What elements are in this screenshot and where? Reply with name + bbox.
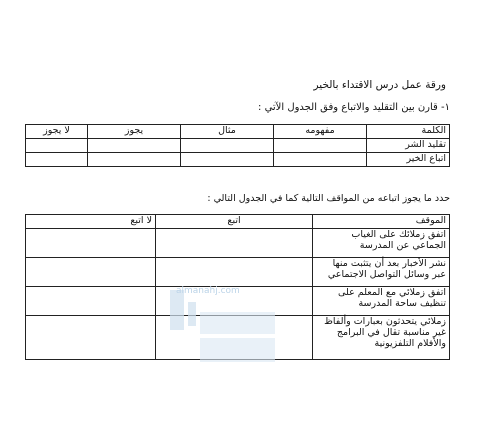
situation-text: زملائي يتحدثون بعبارات وألفاظ غير مناسبة تقال في البرامج والأفلام التلفزيونية [313,316,450,360]
worksheet-title: ورقة عمل درس الاقتداء بالخير [313,79,446,91]
header-not-allowed: لا يجوز [26,125,88,139]
header-situation: الموقف [313,215,450,229]
answer-cell[interactable] [26,287,156,316]
answer-cell[interactable] [156,229,313,258]
answer-cell[interactable] [26,229,156,258]
question-2: حدد ما يجوز اتباعه من المواقف التالية كما في الجدول التالي : [207,193,450,204]
answer-cell[interactable] [181,153,274,167]
table-header-row [26,125,450,139]
question-1: ١- قارن بين التقليد والاتباع وفق الجدول الآتي : [258,102,450,113]
table-row [26,153,450,167]
table-row [26,229,450,258]
header-concept: مفهومه [274,125,367,139]
answer-cell[interactable] [88,153,181,167]
header-not-follow: لا اتبع [26,215,156,229]
answer-cell[interactable] [26,139,88,153]
answer-cell[interactable] [274,153,367,167]
header-example: مثال [181,125,274,139]
header-follow: اتبع [156,215,313,229]
answer-cell[interactable] [26,258,156,287]
header-word: الكلمة [367,125,450,139]
row-label: تقليد الشر [367,139,450,153]
row-label: اتباع الخير [367,153,450,167]
table-header-row [26,215,450,229]
table-row [26,139,450,153]
situation-text: اتفق زملائك على الغياب الجماعي عن المدرسة [313,229,450,258]
situation-text: نشر الأخبار بعد أن يتثبت منها عبر وسائل التواصل الاجتماعي [313,258,450,287]
answer-cell[interactable] [274,139,367,153]
situation-text: اتفق زملائي مع المعلم على تنظيف ساحة المدرسة [313,287,450,316]
header-allowed: يجوز [88,125,181,139]
answer-cell[interactable] [26,153,88,167]
answer-cell[interactable] [181,139,274,153]
comparison-table [25,124,450,167]
answer-cell[interactable] [26,316,156,360]
watermark-url: almanahj.com [176,286,240,296]
answer-cell[interactable] [88,139,181,153]
